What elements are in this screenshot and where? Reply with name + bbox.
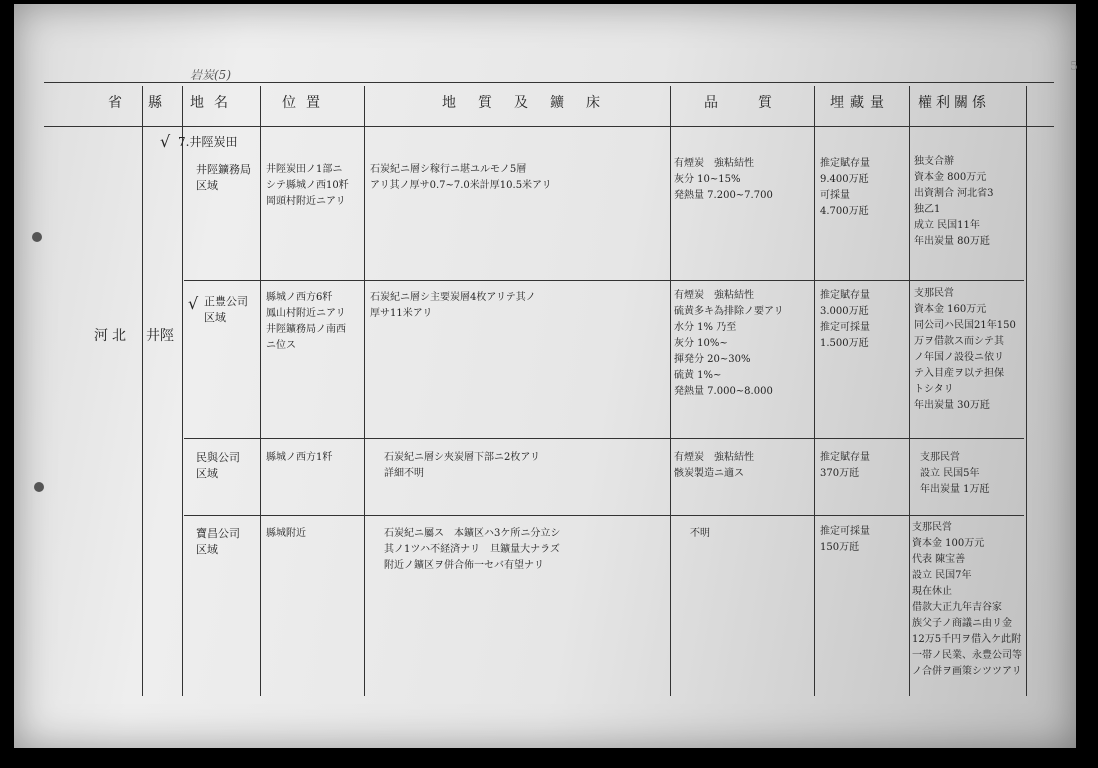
col-rule-3: [260, 86, 261, 696]
row2-rights: 支那民営 資本金 160万元 同公司ハ民国21年150 万ヲ借款ス而シテ其 ノ年国ノ設役ニ依リ テ入目産ヲ以テ担保 トシタリ 年出炭量 30万瓩: [914, 288, 1016, 411]
rule-top: [44, 82, 1054, 83]
header-rights: 權利關係: [918, 95, 990, 111]
header-geology: 地質及鑛床: [442, 95, 622, 111]
header-quality: 品質: [704, 95, 812, 111]
rule-row-3: [184, 515, 1024, 516]
row2-geology: 石炭紀ニ層シ主要炭層4枚アリテ其ノ 厚サ11米アリ: [370, 292, 536, 319]
province-cell: 河北: [94, 328, 130, 344]
row4-position: 縣城附近: [266, 528, 306, 539]
header-position: 位置: [282, 95, 330, 111]
row1-name: 井陘鑛務局 区域: [196, 163, 251, 192]
col-rule-8: [1026, 86, 1027, 696]
col-rule-6: [814, 86, 815, 696]
row2-position: 縣城ノ西方6粁 鳳山村附近ニアリ 井陘鑛務局ノ南西 ニ位ス: [266, 292, 346, 351]
row1-rights: 独支合辦 資本金 800万元 出資割合 河北省3 独乙1 成立 民国11年 年出炭量 80万瓩: [914, 156, 994, 247]
row3-geology: 石炭紀ニ層シ夾炭層下部ニ2枚アリ 詳細不明: [384, 452, 540, 479]
row2-quality: 有煙炭 強粘結性 硫黄多キ為排除ノ要アリ 水分 1% 乃至 灰分 10%~ 揮発分 20~30% 硫黄 1%~ 発熱量 7.000~8.000: [674, 290, 784, 397]
col-rule-2: [182, 86, 183, 696]
header-place-name: 地名: [190, 95, 238, 111]
rule-header: [44, 126, 1054, 127]
binding-hole-icon: [32, 232, 42, 242]
row3-reserves: 推定賦存量 370万瓩: [820, 452, 870, 479]
row3-quality: 有煙炭 強粘結性 骸炭製造ニ適ス: [674, 452, 754, 479]
section-title: 7.井陘炭田: [178, 135, 238, 149]
col-rule-5: [670, 86, 671, 696]
page-number: 5: [1070, 59, 1078, 73]
header-reserves: 埋藏量: [830, 95, 890, 111]
row3-rights: 支那民営 設立 民国5年 年出炭量 1万瓩: [920, 452, 990, 495]
row1-reserves: 推定賦存量 9.400万瓩 可採量 4.700万瓩: [820, 158, 870, 217]
row4-geology: 石炭紀ニ屬ス 本鑛区ハ3ケ所ニ分立シ 其ノ1ツハ不経済ナリ 旦鑛量大ナラズ 附近ノ鑛区ヲ併合佈一セバ有望ナリ: [384, 528, 561, 571]
row2-reserves: 推定賦存量 3.000万瓩 推定可採量 1.500万瓩: [820, 290, 870, 349]
rule-row-2: [184, 438, 1024, 439]
document-sheet: [14, 4, 1076, 748]
col-rule-1: [142, 86, 143, 696]
col-rule-4: [364, 86, 365, 696]
row1-quality: 有煙炭 強粘結性 灰分 10~15% 発熱量 7.200~7.700: [674, 158, 773, 201]
county-cell: 井陘: [146, 328, 174, 344]
check-mark-icon: √: [188, 294, 199, 313]
header-province: 省: [108, 95, 132, 111]
check-mark-icon: √: [160, 132, 171, 151]
header-note: 岩炭(5): [190, 68, 231, 82]
row1-position: 井陘炭田ノ1部ニ シテ縣城ノ西10粁 岡頭村附近ニアリ: [266, 164, 349, 207]
row3-name: 民與公司 区域: [196, 451, 240, 480]
row4-name: 寶昌公司 区域: [196, 527, 240, 556]
col-rule-7: [909, 86, 910, 696]
row4-quality: 不明: [690, 528, 710, 539]
binding-hole-icon: [34, 482, 44, 492]
row2-name: 正豊公司 区域: [204, 295, 248, 324]
header-county: 縣: [148, 95, 172, 111]
rule-row-1: [184, 280, 1024, 281]
row4-reserves: 推定可採量 150万瓩: [820, 526, 870, 553]
row1-geology: 石炭紀ニ層シ稼行ニ堪ユルモノ5層 アリ其ノ厚サ0.7~7.0米計厚10.5米アリ: [370, 164, 552, 191]
row4-rights: 支那民営 資本金 100万元 代表 陳宝善 設立 民国7年 現在休止 借款大正九年吉谷家 族父子ノ商議ニ由リ金 12万5千円ヲ借入ケ此附 一帯ノ民業、永豊公司等 ノ合併ヲ画策シツツアリ: [912, 522, 1022, 677]
row3-position: 縣城ノ西方1粁: [266, 452, 333, 463]
